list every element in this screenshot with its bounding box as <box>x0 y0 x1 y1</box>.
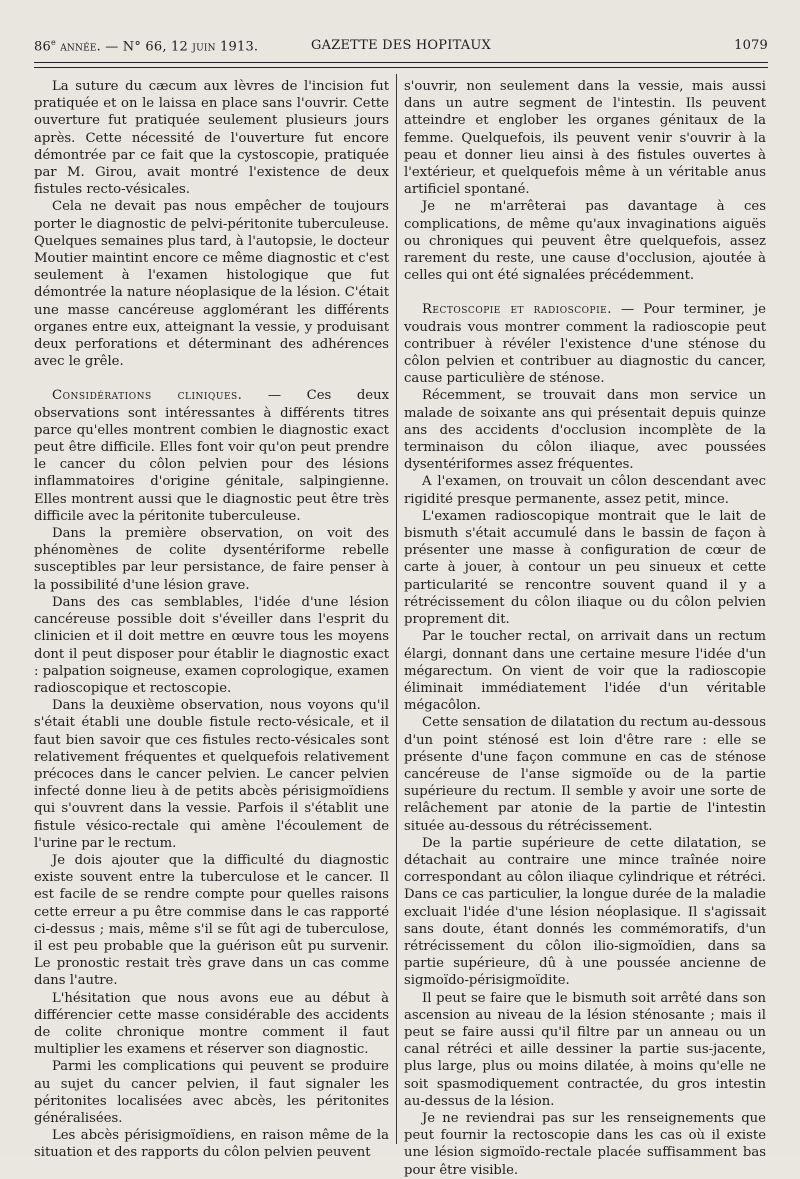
paragraph: A l'examen, on trouvait un côlon descendant avec rigidité presque permanente, assez petit, mince. <box>404 474 766 507</box>
paragraph: Cette sensation de dilatation du rectum au-dessous d'un point sténosé est loin d'être rare : elle se présente d'une façon commune en cas de sténose cancéreuse de l'anse sigmoïde ou de la partie supérieure du rectum. Il semble y avoir une sorte de relâchement par atonie de la partie de l'intestin située au-dessous du rétrécissement. <box>404 715 766 834</box>
section-paragraph <box>404 301 766 387</box>
journal-title: GAZETTE DES HOPITAUX <box>311 38 491 53</box>
paragraph: Je ne m'arrêterai pas davantage à ces complications, de même qu'aux invaginations aiguës ou chroniques qui peuvent être quelquefois, assez rarement du reste, une cause d'occlusion, ajoutée à celles qui ont été signalées précédemment. <box>404 199 766 284</box>
paragraph: Parmi les complications qui peuvent se produire au sujet du cancer pelvien, il faut signaler les péritonites localisées avec abcès, les péritonites généralisées. <box>34 1059 389 1126</box>
issue-ordinal: 86 <box>34 39 51 55</box>
paragraph: De la partie supérieure de cette dilatation, se détachait au contraire une mince traînée noire correspondant au côlon iliaque cylindrique et rétréci. Dans ce cas particulier, la longue durée de la maladie excluait l'idée d'une lésion néoplasique. Il s'agissait sans doute, étant donnés les commémoratifs, d'un rétrécissement du côlon ilio-sigmoïdien, dans sa partie supérieure, dû à une poussée ancienne de sigmoïdo-périsigmoïdite. <box>404 835 766 989</box>
section-text: — Pour terminer, je voudrais vous montrer comment la radioscopie peut contribuer à révéler l'existence d'une sténose du côlon pelvien et contribuer au diagnostic du cancer, cause particulière de sténose. <box>404 302 766 387</box>
paragraph: Dans la deuxième observation, nous voyons qu'il s'était établi une double fistule recto-vésicale, et il faut bien savoir que ces fistules recto-vésicales sont relativement fréquentes et quelquefois relativement précoces dans le cancer pelvien. Le cancer pelvien infecté donne lieu à de petits abcès périsigmoïdiens qui s'ouvrent dans la vessie. Parfois il s'établit une fistule vésico-rectale qui amène l'écoulement de l'urine par le rectum. <box>34 698 389 851</box>
paragraph: Je ne reviendrai pas sur les renseignements que peut fournir la rectoscopie dans les cas où il existe une lésion sigmoïdo-rectale placée suffisamment bas pour être visible. <box>404 1110 766 1178</box>
section-paragraph <box>34 387 389 525</box>
paragraph: Les abcès périsigmoïdiens, en raison même de la situation et des rapports du côlon pelvien peuvent <box>34 1128 389 1161</box>
paragraph: Dans la première observation, on voit des phénomènes de colite dysentériforme rebelle susceptibles par leur persistance, de faire penser à la possibilité d'une lésion grave. <box>34 526 389 593</box>
paragraph: La suture du cæcum aux lèvres de l'incision fut pratiquée et on le laissa en place sans l'ouvrir. Cette ouverture fut pratiquée seulement plusieurs jours après. Cette nécessité de l'ouverture fut encore démontrée par ce fait que la cystoscopie, pratiquée par M. Girou, avait montré l'existence de deux fistules recto-vésicales. <box>34 79 389 198</box>
header-rule-thin <box>34 67 768 68</box>
paragraph: L'hésitation que nous avons eue au début à différencier cette masse considérable des accidents de colite chronique montre comment il faut multiplier les examens et réserver son diagnostic. <box>34 990 389 1058</box>
left-column <box>34 78 389 1162</box>
paragraph: Je dois ajouter que la difficulté du diagnostic existe souvent entre la tuberculose et le cancer. Il est facile de se rendre compte pour quelles raisons cette erreur a pu être commise dans le cas rapporté ci-dessus ; mais, même s'il se fût agi de tuberculose, il est peu probable que la guérison eût pu survenir. Le pronostic restait très grave dans un cas comme dans l'autre. <box>34 852 389 989</box>
issue-date: année. — N° 66, 12 juin 1913. <box>55 39 259 55</box>
section-heading-rectoscopy: Rectoscopie et radioscopie. <box>422 302 612 318</box>
page-number: 1079 <box>734 38 768 53</box>
paragraph: Cela ne devait pas nous empêcher de toujours porter le diagnostic de pelvi-péritonite tuberculeuse. Quelques semaines plus tard, à l'autopsie, le docteur Moutier maintint encore ce même diagnostic et c'est seulement à l'examen histologique que fut démontrée la nature néoplasique de la lésion. C'était une masse cancéreuse agglomérant les différents organes entre eux, atteignant la vessie, y produisant deux perforations et déterminant des adhérences avec le grêle. <box>34 199 389 370</box>
paragraph: L'examen radioscopique montrait que le lait de bismuth s'était accumulé dans le bassin de façon à présenter une masse à configuration de cœur de carte à jouer, à contour un peu sinueux et cette particularité se rencontre souvent quand il y a rétrécissement du côlon iliaque ou du côlon pelvien proprement dit. <box>404 508 766 628</box>
issue-ordinal-suffix: e <box>50 38 56 47</box>
paragraph: Dans des cas semblables, l'idée d'une lésion cancéreuse possible doit s'éveiller dans l'esprit du clinicien et il doit mettre en œuvre tous les moyens dont il peut disposer pour établir le diagnostic exact : palpation soigneuse, examen coprologique, examen radioscopique et rectoscopie. <box>34 594 389 696</box>
paragraph-continued: s'ouvrir, non seulement dans la vessie, mais aussi dans un autre segment de l'intestin. Ils peuvent atteindre et englober les organes génitaux de la femme. Quelquefois, ils peuvent venir s'ouvrir à la peau et donner lieu ainsi à des fistules ouvertes à l'extérieur, et quelquefois même à un véritable anus artificiel spontané. <box>404 79 766 198</box>
right-column <box>404 78 766 1179</box>
column-divider <box>396 74 397 1144</box>
section-heading-clinical: Considérations cliniques. <box>52 388 243 404</box>
section-text: — Ces deux observations sont intéressantes à différents titres parce qu'elles montrent combien le diagnostic exact peut être difficile. Elles font voir qu'on peut prendre le cancer du côlon pelvien pour des lésions inflammatoires d'origine génitale, salpingienne. Elles montrent aussi que le diagnostic peut être très difficile avec la péritonite tuberculeuse. <box>34 388 390 524</box>
header-rule-thick <box>34 62 768 63</box>
paragraph: Il peut se faire que le bismuth soit arrêté dans son ascension au niveau de la lésion sténosante ; mais il peut se faire aussi qu'il filtre par un anneau ou un canal rétréci et aille dessiner la partie sus-jacente, plus large, plus ou moins dilatée, à moins qu'elle ne soit spasmodiquement contractée, du gros intestin au-dessus de la lésion. <box>404 990 766 1109</box>
paragraph: Récemment, se trouvait dans mon service un malade de soixante ans qui présentait depuis quinze ans des accidents d'occlusion incomplète de la terminaison du côlon iliaque, avec poussées dysentériformes assez fréquentes. <box>404 388 766 473</box>
running-header <box>34 38 768 58</box>
paragraph: Par le toucher rectal, on arrivait dans un rectum élargi, donnant dans une certaine mesure l'idée d'un mégarectum. On vient de voir que la radioscopie éliminait immédiatement l'idée d'un véritable mégacôlon. <box>404 629 766 714</box>
